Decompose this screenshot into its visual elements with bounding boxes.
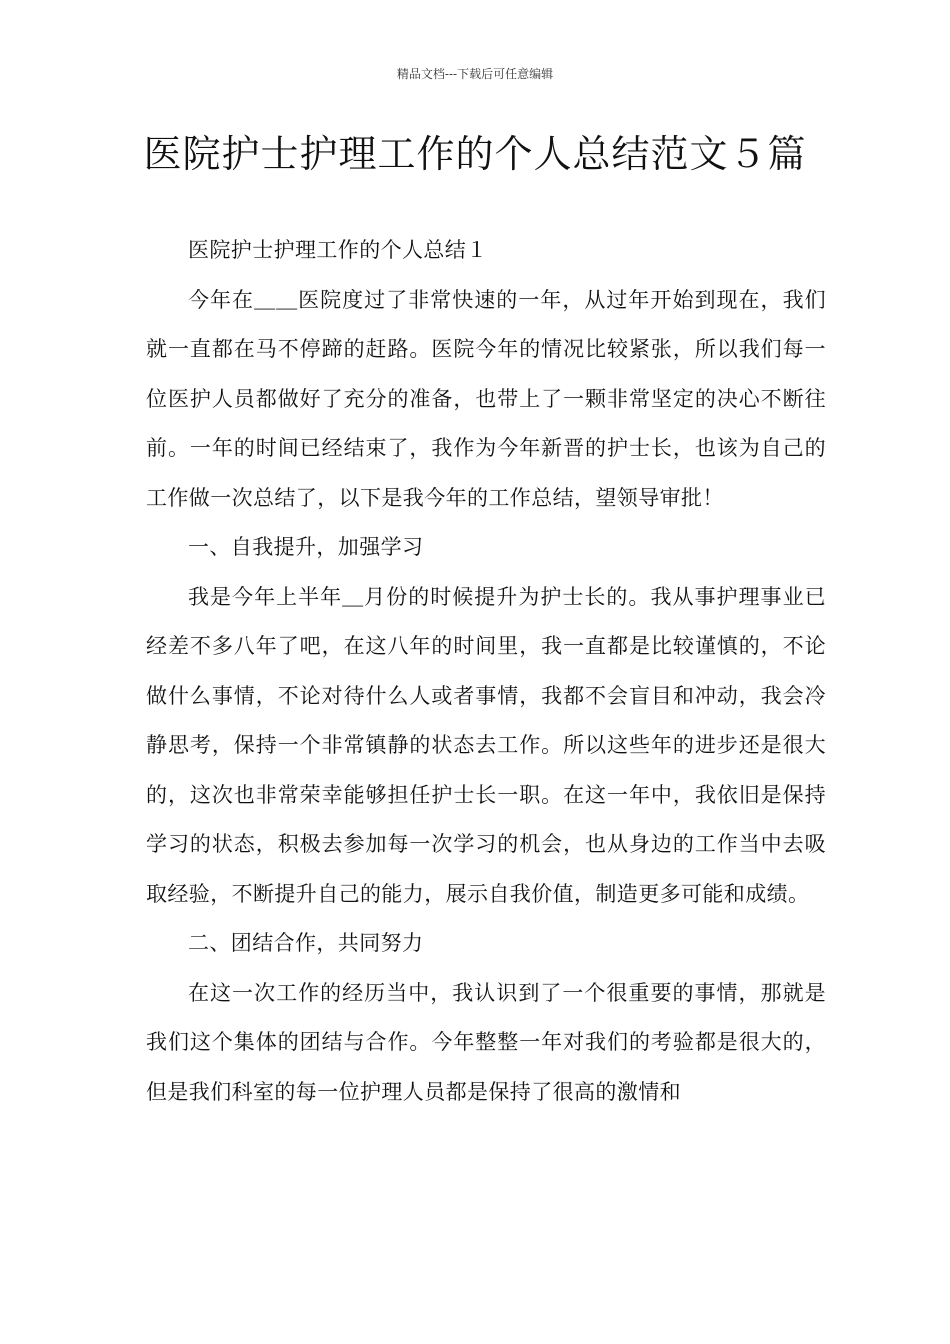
section-heading-self-improvement: 一、自我提升，加强学习: [188, 535, 424, 559]
document-title: 医院护士护理工作的个人总结范文５篇: [143, 132, 807, 176]
section-heading-teamwork: 二、团结合作，共同努力: [188, 931, 424, 955]
body-paragraph-intro: 今年在＿＿医院度过了非常快速的一年，从过年开始到现在，我们就一直都在马不停蹄的赶路。医院今年的情况比较紧张，所以我们每一位医护人员都做好了充分的准备，也带上了一颗非常坚定的决心不断往前。一年的时间已经结束了，我作为今年新晋的护士长，也该为自己的工作做一次总结了，以下是我今年的工作总结，望领导审批！: [146, 287, 826, 510]
body-paragraph-teamwork: 在这一次工作的经历当中，我认识到了一个很重要的事情，那就是我们这个集体的团结与合作。今年整整一年对我们的考验都是很大的，但是我们科室的每一位护理人员都是保持了很高的激情和: [146, 980, 826, 1104]
header-note: 精品文档---下载后可任意编辑: [396, 67, 554, 81]
body-paragraph-self-improvement: 我是今年上半年＿月份的时候提升为护士长的。我从事护理事业已经差不多八年了吧，在这八年的时间里，我一直都是比较谨慎的，不论做什么事情，不论对待什么人或者事情，我都不会盲目和冲动，我会冷静思考，保持一个非常镇静的状态去工作。所以这些年的进步还是很大的，这次也非常荣幸能够担任护士长一职。在这一年中，我依旧是保持学习的状态，积极去参加每一次学习的机会，也从身边的工作当中去吸取经验，不断提升自己的能力，展示自我价值，制造更多可能和成绩。: [146, 584, 826, 906]
document-body: [146, 226, 826, 1117]
section-heading-summary-1: 医院护士护理工作的个人总结１: [188, 238, 488, 262]
